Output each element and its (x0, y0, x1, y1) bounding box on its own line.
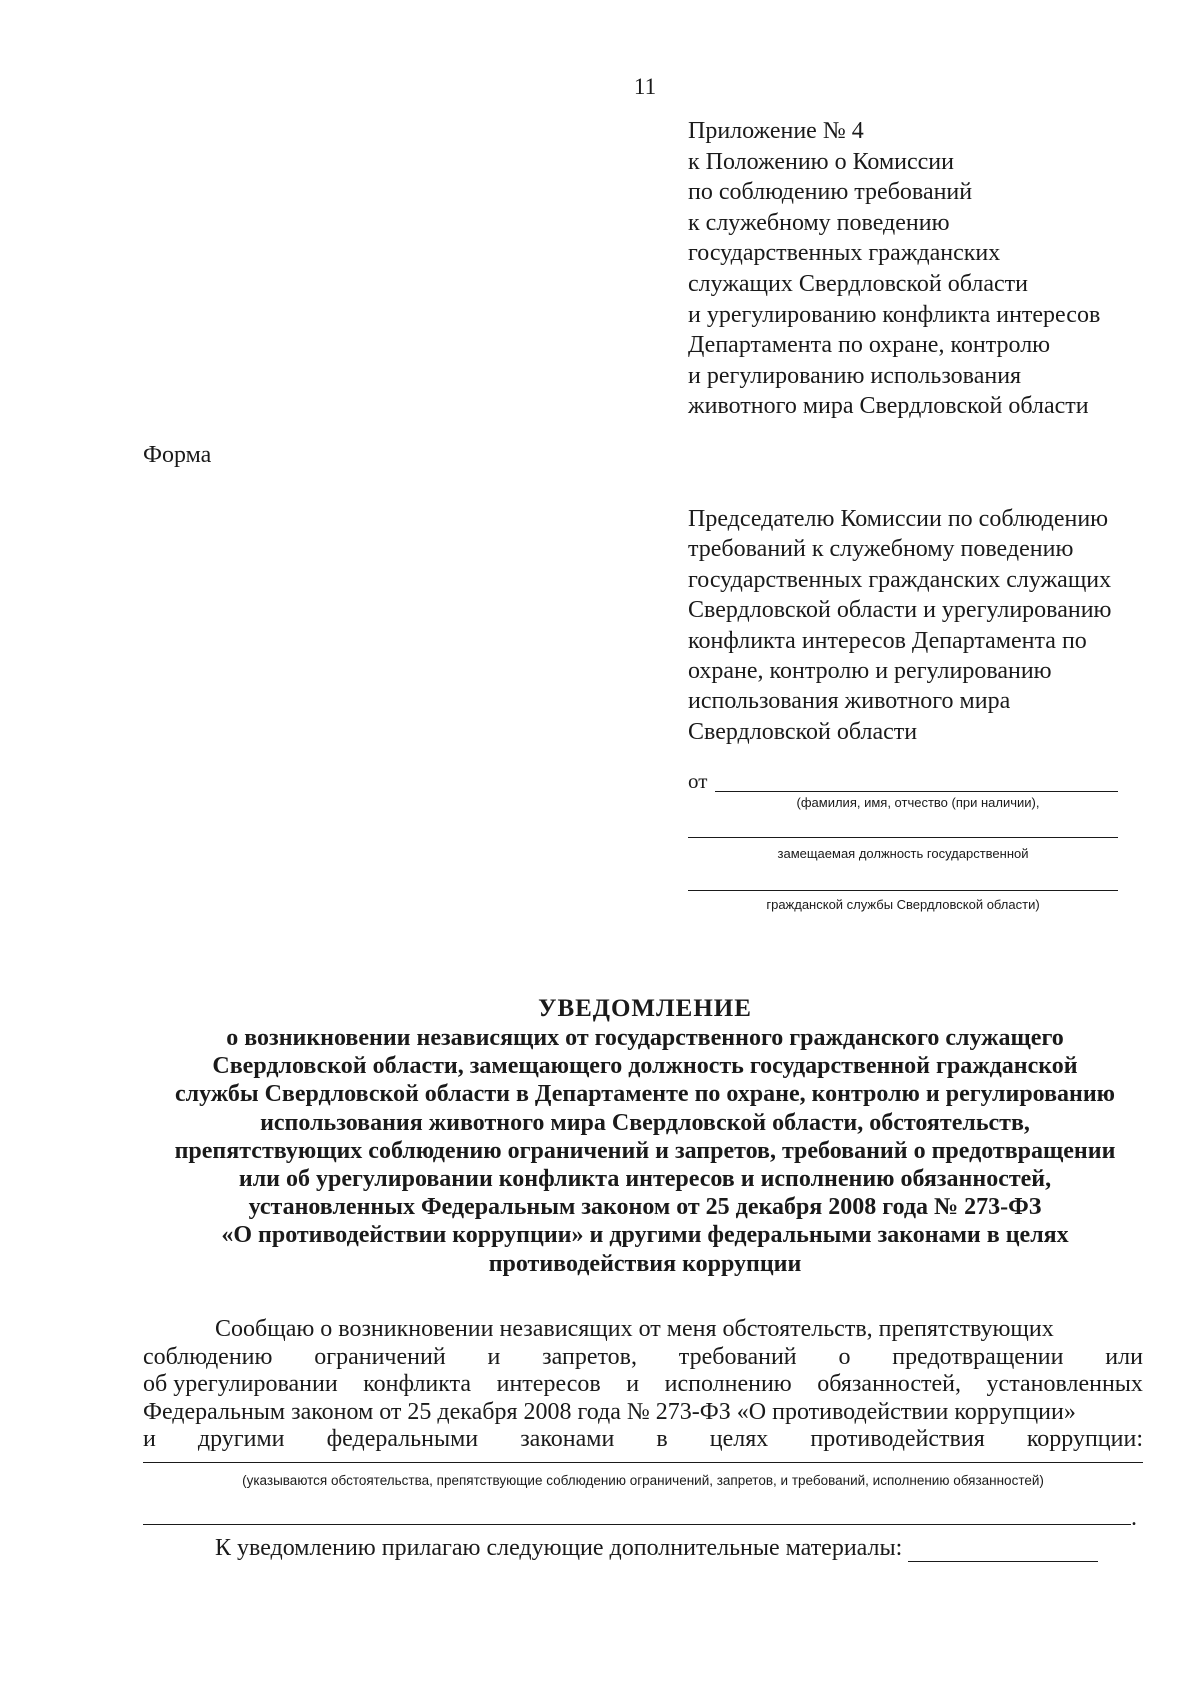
page-number: 11 (633, 74, 657, 99)
notification-body (143, 1316, 1143, 1562)
addressee-line: охране, контролю и регулированию (688, 658, 1052, 685)
end-period: . (1131, 1504, 1137, 1531)
title-line: препятствующих соблюдению ограничений и запретов, требований о предотвращении (174, 1137, 1116, 1164)
body-word: и (487, 1343, 501, 1370)
body-line-text: Сообщаю о возникновении независящих от меня обстоятельств, препятствующих (215, 1316, 1054, 1342)
title-line: установленных Федеральным законом от 25 декабря 2008 года № 273-ФЗ (248, 1194, 1042, 1221)
attachments-label: К уведомлению прилагаю следующие дополнительные материалы: (215, 1534, 903, 1561)
appendix-line: по соблюдению требований (688, 179, 973, 206)
appendix-line: к служебному поведению (688, 209, 950, 236)
sender-name-row (688, 768, 1118, 792)
addressee-line: государственных гражданских служащих (688, 566, 1112, 593)
body-word: установленных (986, 1371, 1143, 1398)
body-word: требований (678, 1343, 797, 1370)
appendix-line: Приложение № 4 (688, 118, 864, 144)
body-line (143, 1426, 1143, 1454)
body-word: противодействия (810, 1426, 985, 1453)
body-word: коррупции: (1026, 1426, 1143, 1453)
title-line: о возникновении независящих от государственного гражданского служащего (226, 1025, 1064, 1051)
body-word: в (656, 1426, 668, 1453)
body-word: о (838, 1343, 851, 1370)
body-word: исполнению (664, 1371, 792, 1398)
appendix-line: животного мира Свердловской области (688, 393, 1089, 420)
body-word: и (143, 1426, 156, 1453)
body-line (143, 1371, 1143, 1399)
title-line: использования животного мира Свердловской области, обстоятельств, (260, 1109, 1030, 1136)
addressee-block (688, 504, 1111, 747)
body-word: запретов, (542, 1343, 637, 1370)
addressee-line: требований к служебному поведению (688, 536, 1074, 563)
appendix-line: служащих Свердловской области (688, 270, 1028, 297)
title-line: противодействия коррупции (488, 1250, 802, 1277)
circumstances-continuation-field[interactable] (143, 1524, 1131, 1525)
title-subtitle (130, 1024, 1160, 1278)
body-line (143, 1316, 1143, 1344)
body-word: обязанностей, (817, 1371, 961, 1398)
sender-position-field[interactable] (688, 836, 1118, 838)
addressee-line: Свердловской области и урегулированию (688, 597, 1112, 624)
circumstances-field[interactable] (143, 1462, 1143, 1463)
appendix-line: и урегулированию конфликта интересов (688, 301, 1101, 328)
form-label: Форма (143, 442, 212, 468)
title-heading: УВЕДОМЛЕНИЕ (538, 995, 752, 1022)
title-line: «О противодействии коррупции» и другими федеральными законами в целях (221, 1222, 1069, 1249)
attachments-row (143, 1535, 1143, 1563)
body-word: или (1105, 1343, 1143, 1370)
addressee-line: Свердловской области (688, 718, 918, 745)
body-word: предотвращении (892, 1343, 1064, 1370)
body-word: другими (197, 1426, 285, 1453)
body-word: законами (520, 1426, 615, 1453)
appendix-line: государственных гражданских (688, 240, 1001, 267)
notification-title (130, 994, 1160, 1278)
addressee-line: Председателю Комиссии по соблюдению (688, 506, 1109, 532)
sender-name-field[interactable] (715, 773, 1118, 792)
addressee-line: конфликта интересов Департамента по (688, 627, 1087, 654)
from-word: от (688, 769, 708, 793)
body-line (143, 1344, 1143, 1372)
appendix-line: к Положению о Комиссии (688, 148, 954, 175)
body-word: и (626, 1371, 640, 1398)
title-line: службы Свердловской области в Департаменте по охране, контролю и регулированию (174, 1081, 1116, 1108)
sender-service-caption: гражданской службы Свердловской области) (766, 897, 1040, 912)
body-word: ограничений (314, 1343, 446, 1370)
body-word: об урегулировании (143, 1371, 338, 1398)
body-line-text: Федеральным законом от 25 декабря 2008 года № 273-ФЗ «О противодействии коррупции» (143, 1398, 1076, 1425)
appendix-header (688, 116, 1100, 422)
body-word: соблюдению (143, 1343, 273, 1370)
circumstances-caption: (указываются обстоятельства, препятствующие соблюдению ограничений, запретов, и требований, исполнению обязанностей) (242, 1472, 1044, 1488)
body-word: интересов (496, 1371, 601, 1398)
sender-service-field[interactable] (688, 889, 1118, 891)
appendix-line: и регулированию использования (688, 362, 1022, 389)
attachments-field[interactable] (908, 1541, 1098, 1562)
body-word: федеральными (326, 1426, 479, 1453)
circumstances-continuation-row (143, 1504, 1143, 1531)
body-line (143, 1399, 1143, 1427)
addressee-line: использования животного мира (688, 688, 1011, 715)
title-line: Свердловской области, замещающего должность государственной гражданской (212, 1053, 1078, 1080)
title-line: или об урегулировании конфликта интересов и исполнению обязанностей, (238, 1166, 1052, 1193)
appendix-line: Департамента по охране, контролю (688, 332, 1051, 359)
sender-fields (688, 768, 1118, 912)
body-word: целях (709, 1426, 769, 1453)
sender-name-caption: (фамилия, имя, отчество (при наличии), (796, 795, 1040, 810)
sender-position-caption: замещаемая должность государственной (777, 846, 1029, 861)
body-word: конфликта (363, 1371, 472, 1398)
